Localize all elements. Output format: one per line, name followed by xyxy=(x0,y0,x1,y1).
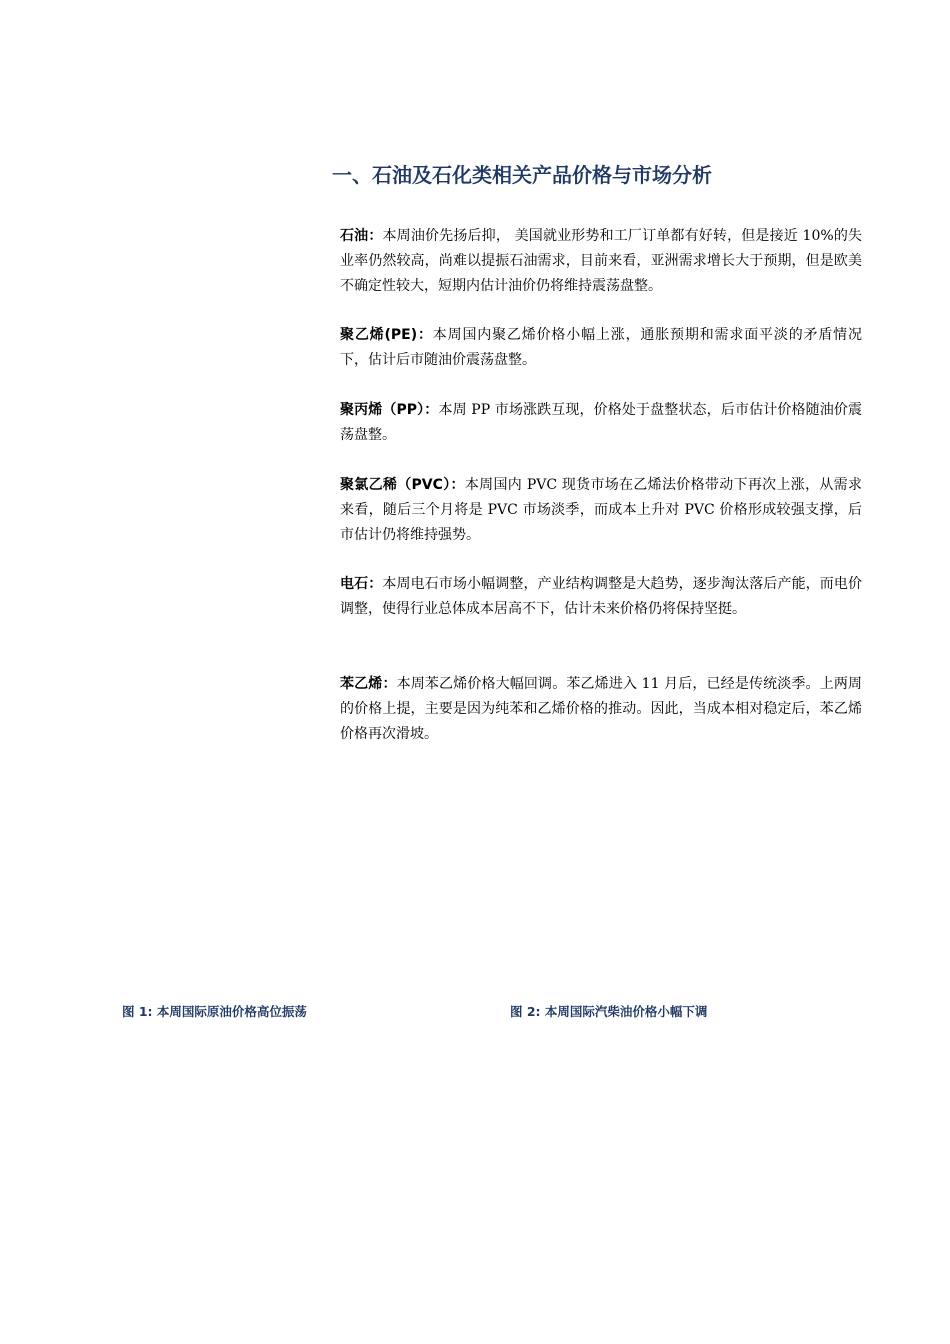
paragraph-styrene xyxy=(340,672,862,747)
paragraph-pe xyxy=(340,323,862,373)
paragraph-pvc xyxy=(340,473,862,548)
paragraph-oil xyxy=(340,224,862,299)
paragraph-text: 本周油价先扬后抑， 美国就业形势和工厂订单都有好转，但是接近 10%的失业率仍然较高，尚难以提振石油需求，目前来看，亚洲需求增长大于预期，但是欧美不确定性较大，短期内估计油价仍将维持震荡盘整。 xyxy=(340,228,862,294)
figure-1-caption: 图 1: 本周国际原油价格高位振荡 xyxy=(122,1004,307,1019)
paragraph-text: 本周苯乙烯价格大幅回调。苯乙烯进入 11 月后，已经是传统淡季。上两周的价格上提，主要是因为纯苯和乙烯价格的推动。因此，当成本相对稳定后，苯乙烯价格再次滑坡。 xyxy=(340,676,863,742)
paragraph-label: 石油： xyxy=(340,228,383,244)
paragraph-pp xyxy=(340,398,862,448)
paragraph-label: 电石： xyxy=(340,576,383,592)
paragraph-calcium-carbide xyxy=(340,572,862,622)
paragraph-label: 聚乙烯(PE)： xyxy=(340,327,433,343)
section-heading: 一、石油及石化类相关产品价格与市场分析 xyxy=(332,163,712,187)
paragraph-text: 本周国内 PVC 现货市场在乙烯法价格带动下再次上涨，从需求来看，随后三个月将是 PVC 市场淡季，而成本上升对 PVC 价格形成较强支撑，后市估计仍将维持强势。 xyxy=(340,477,862,543)
paragraph-text: 本周 PP 市场涨跌互现，价格处于盘整状态，后市估计价格随油价震荡盘整。 xyxy=(340,402,862,443)
figure-2-caption: 图 2: 本周国际汽柴油价格小幅下调 xyxy=(510,1004,708,1019)
paragraph-text: 本周国内聚乙烯价格小幅上涨，通胀预期和需求面平淡的矛盾情况下，估计后市随油价震荡盘整。 xyxy=(340,327,863,368)
figure-2-area xyxy=(510,1026,880,1266)
paragraph-label: 聚丙烯（PP）： xyxy=(340,402,439,418)
figure-1-area xyxy=(122,1026,492,1266)
paragraph-label: 苯乙烯： xyxy=(340,676,397,692)
paragraph-label: 聚氯乙稀（PVC）： xyxy=(340,477,465,493)
paragraph-text: 本周电石市场小幅调整，产业结构调整是大趋势，逐步淘汰落后产能，而电价调整，使得行业总体成本居高不下，估计未来价格仍将保持坚挺。 xyxy=(340,576,863,617)
